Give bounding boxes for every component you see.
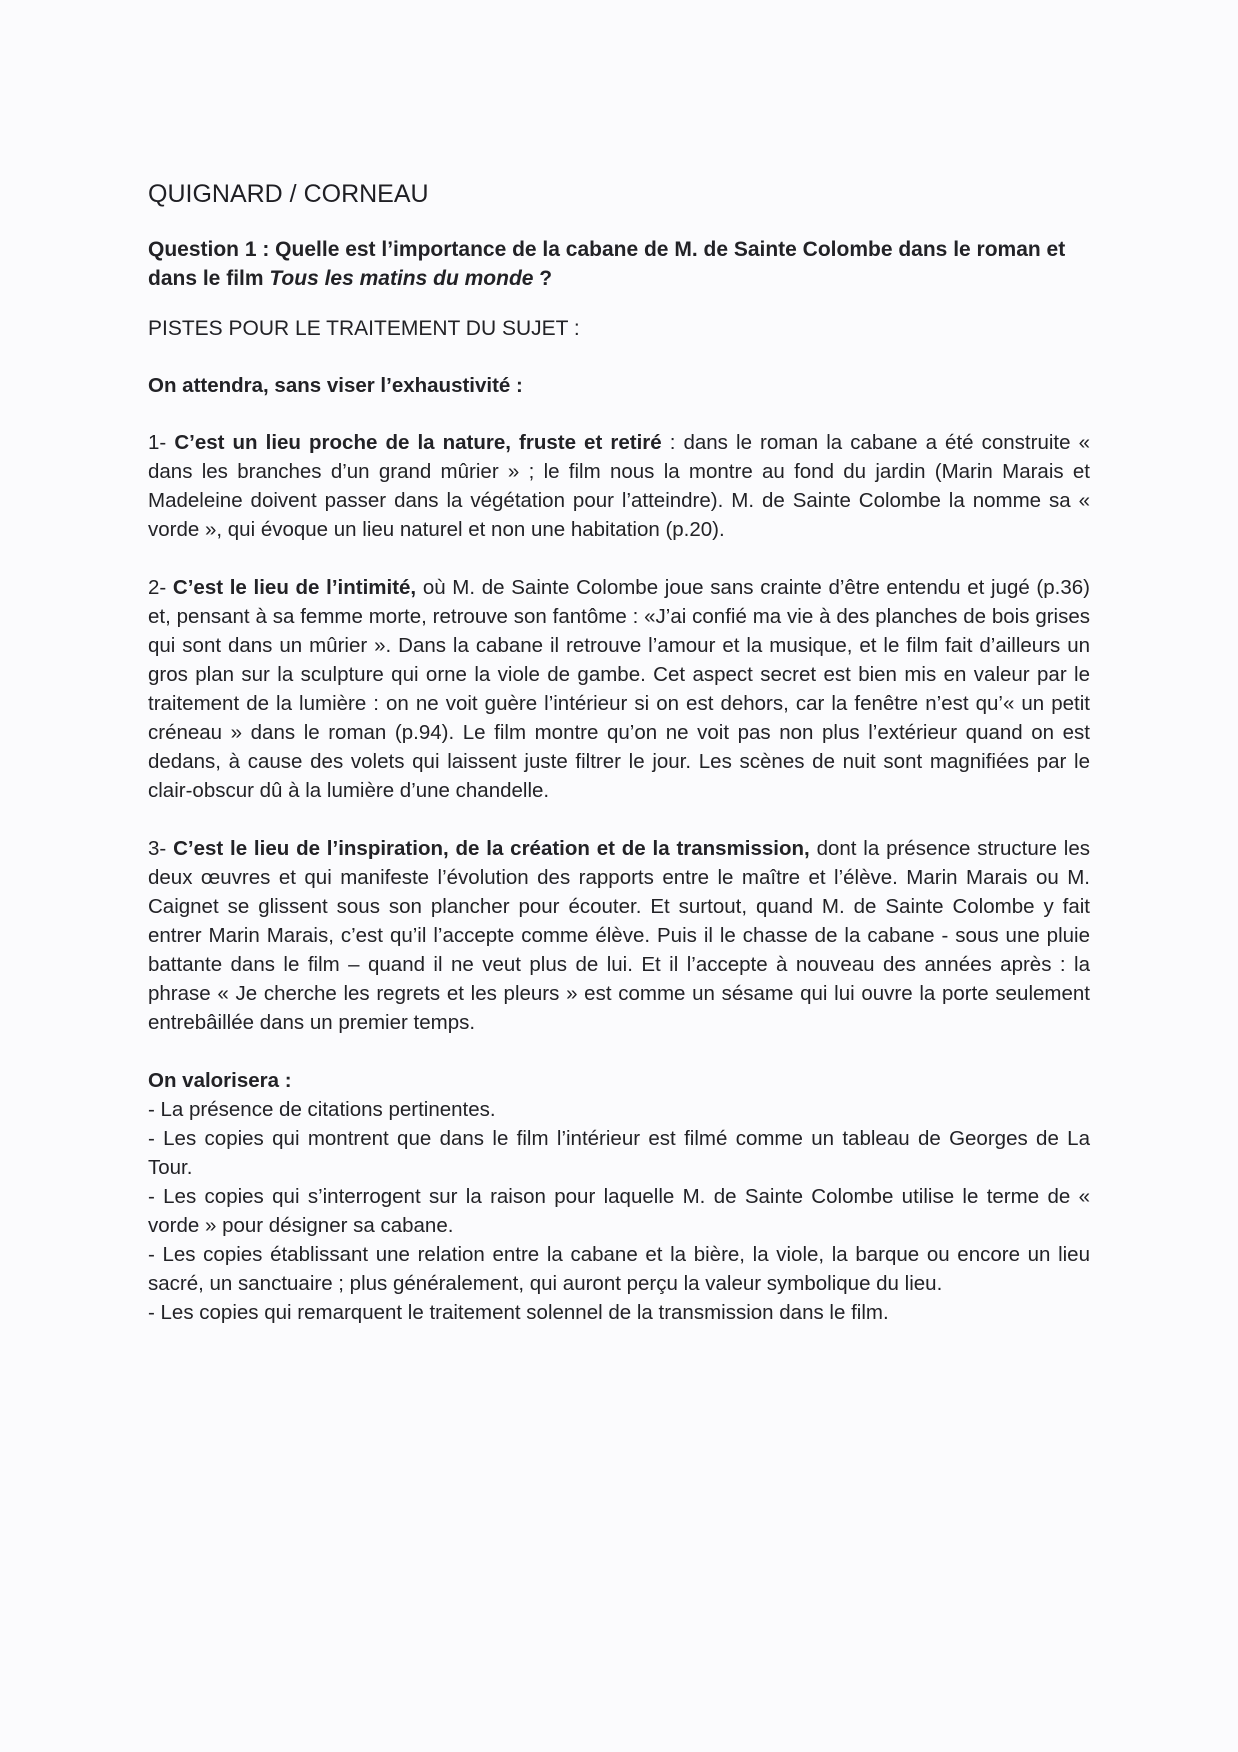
pistes-heading: PISTES POUR LE TRAITEMENT DU SUJET : — [148, 317, 580, 340]
question-suffix: ? — [533, 267, 553, 290]
list-item: - Les copies qui montrent que dans le film l’intérieur est filmé comme un tableau de Georges de La Tour. — [148, 1127, 1090, 1179]
point-paragraph — [148, 834, 1090, 1037]
point-number: 2- — [148, 576, 173, 599]
point-lead: C’est le lieu de l’intimité, — [172, 576, 417, 599]
valoriser-list — [148, 1095, 1090, 1327]
list-item: - La présence de citations pertinentes. — [148, 1098, 496, 1121]
question-text: Question 1 : Quelle est l’importance de la cabane de M. de Sainte Colombe dans le roman et dans le film — [148, 238, 1066, 290]
valoriser-heading: On valorisera : — [148, 1069, 292, 1092]
point-number: 3- — [148, 837, 174, 860]
list-item: - Les copies qui s’interrogent sur la raison pour laquelle M. de Sainte Colombe utilise le terme de « vorde » pour désigner sa cabane. — [148, 1185, 1090, 1237]
point-text: où M. de Sainte Colombe joue sans crainte d’être entendu et jugé (p.36) et, pensant à sa femme morte, retrouve son fantôme : «J’ai confié ma vie à des planches de bois grises qui sont dans un mûrier ». Dans la cabane il retrouve l’amour et la musique, et le film fait d’ailleurs un gros plan sur la sculpture qui orne la viole de gambe. Cet aspect secret est bien mis en valeur par le traitement de la lumière : on ne voit guère l’intérieur si on est dehors, car la fenêtre n’est qu’« un petit créneau » dans le roman (p.94). Le film montre qu’on ne voit pas non plus l’extérieur quand on est dedans, à cause des volets qui laissent juste filtrer le jour. Les scènes de nuit sont magnifiées par le clair-obscur dû à la lumière d’une chandelle. — [148, 576, 1090, 802]
point-paragraph — [148, 573, 1090, 805]
point-paragraph — [148, 428, 1090, 544]
point-lead: C’est un lieu proche de la nature, fruste et retiré — [174, 431, 662, 454]
document-title: QUIGNARD / CORNEAU — [148, 180, 429, 208]
attendra-heading: On attendra, sans viser l’exhaustivité : — [148, 374, 523, 397]
work-title: Tous les matins du monde — [269, 267, 534, 290]
question-heading — [148, 235, 1090, 293]
point-text: : dans le roman la cabane a été construite « dans les branches d’un grand mûrier » ; le film nous la montre au fond du jardin (Marin Marais et Madeleine doivent passer dans la végétation pour l’atteindre). M. de Sainte Colombe la nomme sa « vorde », qui évoque un lieu naturel et non une habitation (p.20). — [148, 431, 1090, 541]
list-item: - Les copies qui remarquent le traitement solennel de la transmission dans le film. — [148, 1301, 889, 1324]
document-body — [148, 178, 1090, 1327]
list-item: - Les copies établissant une relation entre la cabane et la bière, la viole, la barque ou encore un lieu sacré, un sanctuaire ; plus généralement, qui auront perçu la valeur symbolique du lieu. — [148, 1243, 1090, 1295]
point-lead: C’est le lieu de l’inspiration, de la création et de la transmission, — [173, 837, 810, 860]
point-text: dont la présence structure les deux œuvres et qui manifeste l’évolution des rapports entre le maître et l’élève. Marin Marais ou M. Caignet se glissent sous son plancher pour écouter. Et surtout, quand M. de Sainte Colombe y fait entrer Marin Marais, c’est qu’il l’accepte comme élève. Puis il le chasse de la cabane - sous une pluie battante dans le film – quand il ne veut plus de lui. Et il l’accepte à nouveau des années après : la phrase « Je cherche les regrets et les pleurs » est comme un sésame qui lui ouvre la porte seulement entrebâillée dans un premier temps. — [148, 837, 1090, 1034]
point-number: 1- — [148, 431, 175, 454]
